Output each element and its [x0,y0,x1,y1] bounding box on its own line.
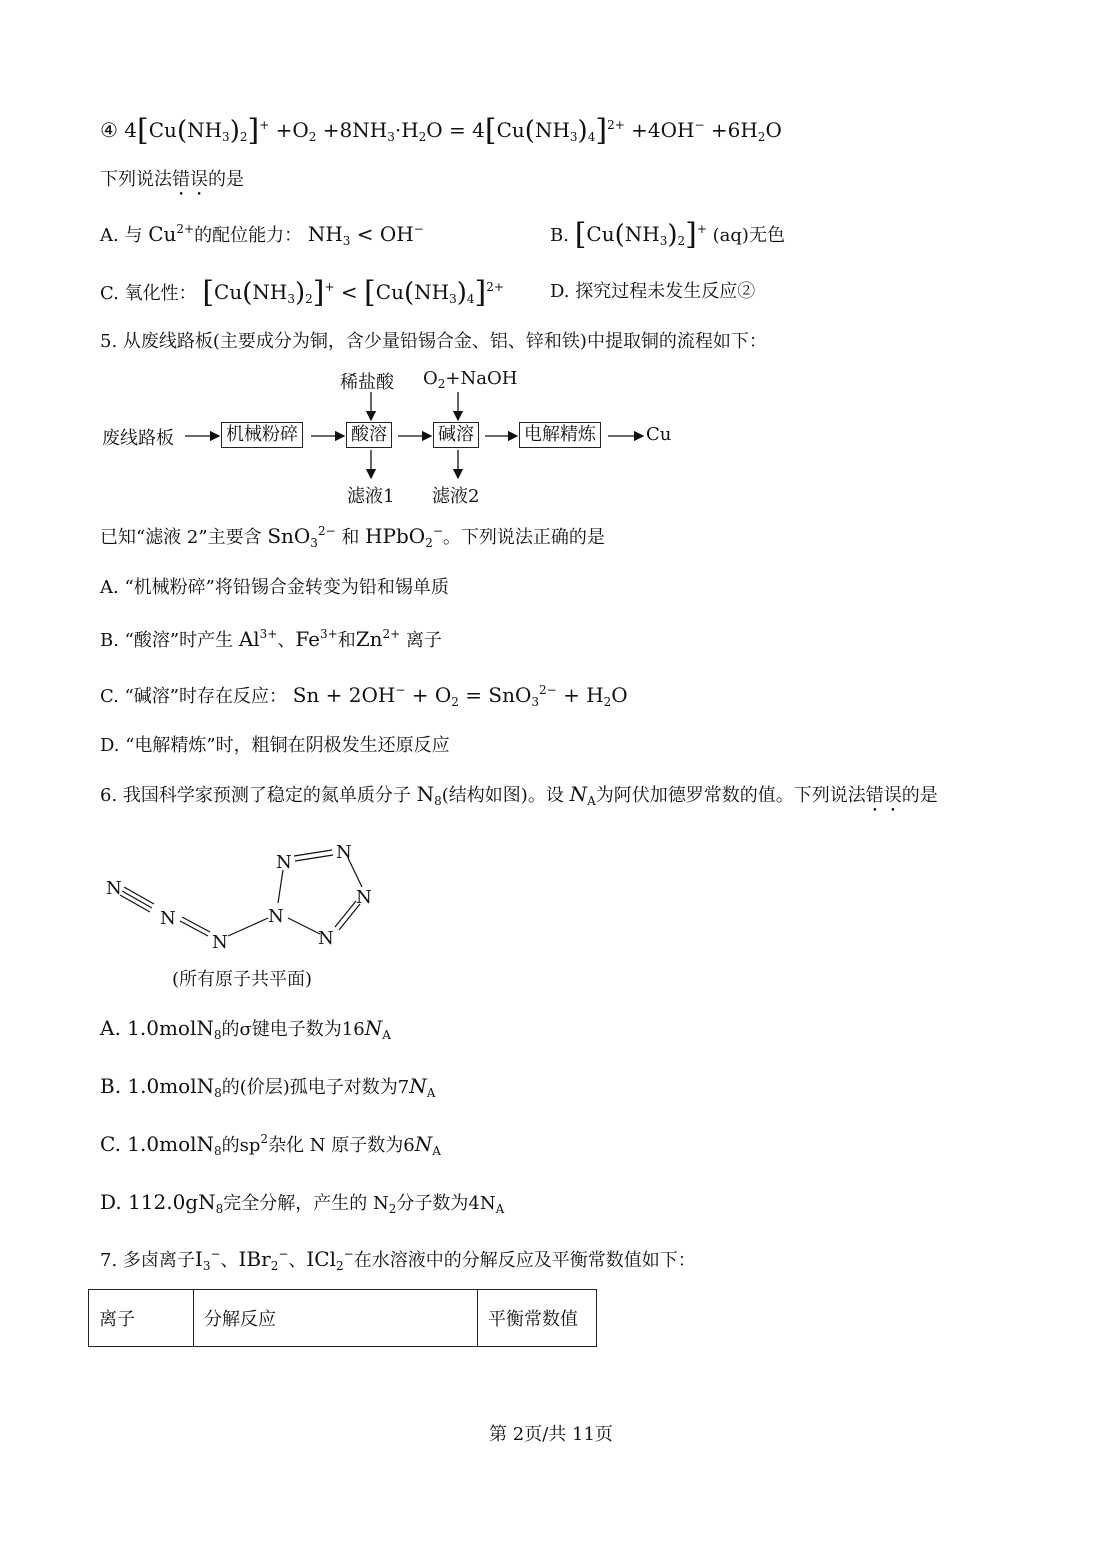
atom-n2: N [160,908,176,929]
table-header-ion: 离子 [89,1290,194,1347]
atom-n5: N [276,852,292,873]
q7-stem: 7. 多卤离子$I_3^-$、IBr$_2$−、ICl$_2$−在水溶液中的分解反应及平衡常数值如下： [100,1247,696,1273]
q5-option-d: D. “电解精炼”时，粗铜在阴极发生还原反应 [100,735,450,756]
q5-option-b: B. “酸溶”时产生 $Al^{3+}$、$Fe^{3+}$和$Zn^{2+}$ 离子 [100,627,442,651]
atom-n6: N [336,842,352,863]
filtrate-2: 滤液2 [432,486,480,507]
ion-table [88,1289,597,1347]
atom-n3: N [212,932,228,953]
filtrate-1: 滤液1 [347,486,395,507]
q6-stem: 6. 我国科学家预测了稳定的氮单质分子 $N_8$(结构如图)。设 $N_A$为阿伏加德罗常数的值。下列说法错误的是 [100,782,938,808]
table-header-reaction: 分解反应 [194,1290,478,1347]
q6-option-d: D. $112.0gN_8$完全分解，产生的 $N_2$分子数为$4N_A$ [100,1190,505,1216]
q4-option-b: B. $[Cu(NH_3)_2]^+$ (aq)无色 [550,217,785,252]
flow-arrows [0,0,700,520]
flow-start: 废线路板 [102,428,174,449]
flow-step-acid: 酸溶 [346,422,392,448]
q6-option-a: A. 1.0molN$_8$的σ键电子数为$16N_A$ [100,1016,391,1042]
n8-structure-diagram [100,830,380,960]
q6-option-c: C. 1.0molN$_8$的$sp^2$杂化 N 原子数为$6N_A$ [100,1132,441,1158]
atom-n7: N [356,887,372,908]
circled-4: ④ [100,118,118,142]
flow-step-refine: 电解精炼 [519,422,601,448]
reagent-hcl: 稀盐酸 [340,372,394,393]
q5-stem: 5. 从废线路板(主要成分为铜，含少量铅锡合金、铝、锌和铁)中提取铜的流程如下： [100,331,767,352]
structure-caption: (所有原子共平面) [172,969,313,990]
atom-n8: N [318,928,334,949]
q4-option-c: C. 氧化性： $[Cu(NH_3)_2]^+ < [Cu(NH_3)_4]^{2+}$ [100,275,504,310]
atom-n4: N [268,906,284,927]
q4-option-a: A. 与 $Cu^{2+}$的配位能力： $NH_3 < OH^-$ [100,222,424,248]
table-header-constant: 平衡常数值 [478,1290,597,1347]
q4-option-d: D. 探究过程未发生反应② [550,281,756,302]
equation-4: ④ $4[Cu(NH_3)_2]^+ +O_2 +8NH_3\cdot H_2O = 4[Cu(NH_3)_4]^{2+} +4OH^- +6H_2O$ [100,113,782,148]
flow-step-crush: 机械粉碎 [221,422,303,448]
table-header-row [89,1290,597,1347]
atom-n1: N [106,878,122,899]
flow-step-alkali: 碱溶 [433,422,479,448]
flow-product: Cu [646,424,672,445]
q5-known: 已知“滤液 2”主要含 SnO$_3^{2-}$ 和 HPbO$_2$−。下列说法正确的是 [100,524,605,550]
q5-option-a: A. “机械粉碎”将铅锡合金转变为铅和锡单质 [100,577,449,598]
q4-stem: 下列说法错误的是 [100,169,244,190]
q5-option-c: C. “碱溶”时存在反应： $Sn + 2OH^- + O_2 = SnO_3^{2-} + H_2O$ [100,683,628,709]
page-footer: 第 2页/共 11页 [489,1424,613,1445]
reagent-o2-naoh: $O_2+NaOH$ [423,368,518,391]
q6-option-b: B. 1.0molN$_8$的(价层)孤电子对数为$7N_A$ [100,1074,436,1100]
